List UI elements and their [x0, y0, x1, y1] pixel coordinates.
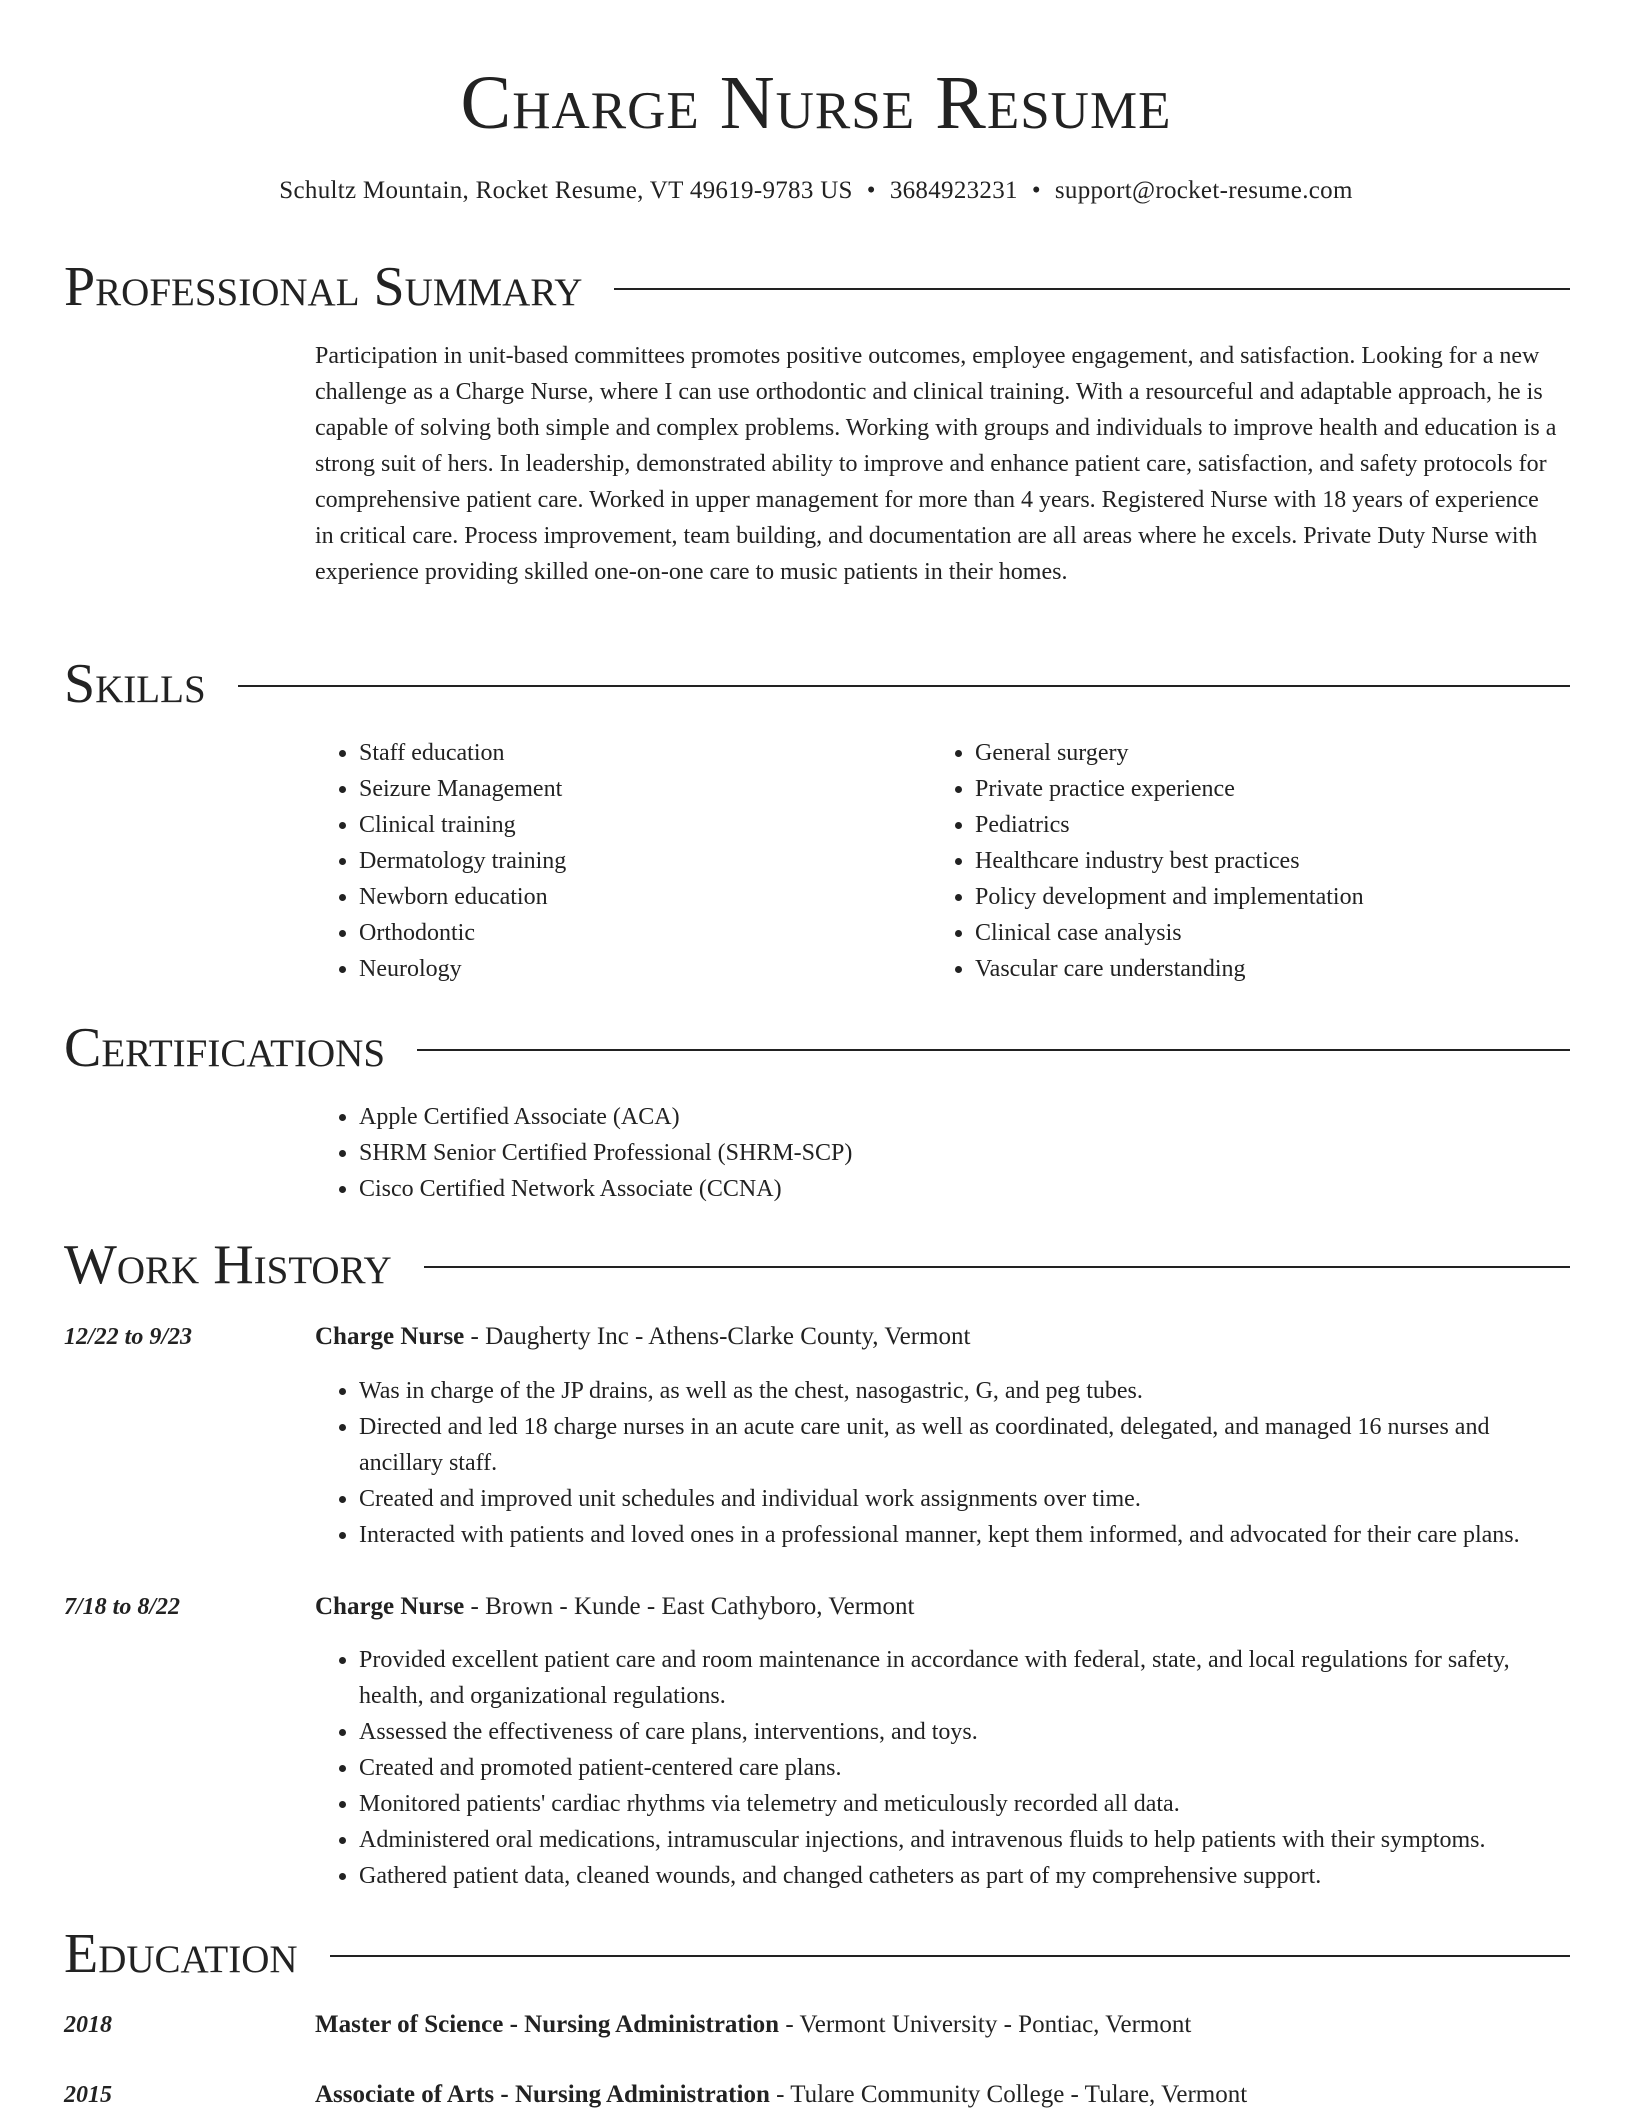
skill-item: • Healthcare industry best practices — [975, 843, 1531, 879]
contact-email: support@rocket-resume.com — [1054, 177, 1353, 204]
skill-item: • Dermatology training — [359, 843, 915, 879]
job-bullet: • Monitored patients' cardiac rhythms via telemetry and meticulously recorded all data. — [359, 1786, 1575, 1822]
section-header-skills — [64, 651, 1570, 717]
certification-item: • SHRM Senior Certified Professional (SHRM-SCP) — [359, 1135, 1560, 1171]
section-divider — [614, 288, 1570, 290]
job-heading — [315, 1319, 970, 1355]
education-year: 2015 — [64, 2082, 112, 2108]
skill-item: • Newborn education — [359, 879, 915, 915]
job-heading — [315, 1589, 914, 1625]
education-entry — [315, 2077, 1247, 2113]
skill-item: • Private practice experience — [975, 771, 1531, 807]
skill-item: • Staff education — [359, 735, 915, 771]
job-title: Charge Nurse — [315, 1323, 465, 1350]
skills-list-left — [315, 735, 915, 987]
section-header-summary — [64, 254, 1570, 320]
certification-item: • Apple Certified Associate (ACA) — [359, 1099, 1560, 1135]
section-title-skills: Skills — [64, 653, 206, 715]
section-divider — [330, 1955, 1570, 1957]
education-year: 2018 — [64, 2012, 112, 2038]
section-divider — [417, 1049, 1570, 1051]
skill-item: • Clinical case analysis — [975, 915, 1531, 951]
contact-separator: • — [866, 177, 876, 204]
section-title-summary: Professional Summary — [64, 256, 583, 318]
job-bullets — [315, 1642, 1575, 1894]
job-bullet: • Created and improved unit schedules and individual work assignments over time. — [359, 1481, 1575, 1517]
job-bullet: • Was in charge of the JP drains, as well as the chest, nasogastric, G, and peg tubes. — [359, 1373, 1575, 1409]
certifications-block — [315, 1099, 1560, 1207]
contact-line — [0, 174, 1632, 208]
summary-text: Participation in unit-based committees promotes positive outcomes, employee engagement, and satisfaction. Looking for a new challenge as a Charge Nurse, where I can use orthodontic and clinical training. With a resourceful and adaptable approach, he is capable of solving both simple and complex problems. Working with groups and individuals to improve health and education is a strong suit of hers. In leadership, demonstrated ability to improve and enhance patient care, satisfaction, and safety protocols for comprehensive patient care. Worked in upper management for more than 4 years. Registered Nurse with 18 years of experience in critical care. Process improvement, team building, and documentation are all areas where he excels. Private Duty Nurse with experience providing skilled one-on-one care to music patients in their homes. — [315, 343, 1557, 585]
certification-item: • Cisco Certified Network Associate (CCNA) — [359, 1171, 1560, 1207]
skill-item: • Seizure Management — [359, 771, 915, 807]
job-bullet: • Interacted with patients and loved ones in a professional manner, kept them informed, and advocated for their care plans. — [359, 1517, 1575, 1553]
job-bullet: • Provided excellent patient care and room maintenance in accordance with federal, state, and local regulations for safety, health, and organizational regulations. — [359, 1642, 1575, 1714]
job-bullet: • Gathered patient data, cleaned wounds, and changed catheters as part of my comprehensive support. — [359, 1858, 1575, 1894]
skill-item: • General surgery — [975, 735, 1531, 771]
skill-item: • Orthodontic — [359, 915, 915, 951]
section-title-work-history: Work History — [64, 1234, 392, 1296]
education-school: - Vermont University - Pontiac, Vermont — [779, 2011, 1192, 2038]
job-bullets — [315, 1373, 1575, 1553]
skill-item: • Neurology — [359, 951, 915, 987]
contact-phone: 3684923231 — [889, 177, 1018, 204]
skills-column-left — [315, 735, 915, 987]
section-title-certifications: Certifications — [64, 1017, 386, 1079]
skill-item: • Clinical training — [359, 807, 915, 843]
job-bullet: • Created and promoted patient-centered care plans. — [359, 1750, 1575, 1786]
job-bullets-block — [315, 1373, 1575, 1553]
section-divider — [424, 1266, 1570, 1268]
section-header-certifications — [64, 1015, 1570, 1081]
resume-title: Charge Nurse Resume — [460, 61, 1172, 145]
education-degree: Associate of Arts - Nursing Administration — [315, 2081, 770, 2108]
job-bullets-block — [315, 1642, 1575, 1894]
contact-separator: • — [1031, 177, 1041, 204]
job-dates: 12/22 to 9/23 — [64, 1324, 193, 1350]
skills-column-right — [931, 735, 1531, 987]
section-header-work-history — [64, 1232, 1570, 1298]
education-degree: Master of Science - Nursing Administration — [315, 2011, 780, 2038]
job-bullet: • Assessed the effectiveness of care plans, interventions, and toys. — [359, 1714, 1575, 1750]
section-header-education — [64, 1921, 1570, 1987]
job-bullet: • Directed and led 18 charge nurses in an acute care unit, as well as coordinated, delegated, and managed 16 nurses and ancillary staff. — [359, 1409, 1575, 1481]
job-employer: - Daugherty Inc - Athens-Clarke County, Vermont — [464, 1323, 971, 1350]
skills-list-right — [931, 735, 1531, 987]
education-entry — [315, 2007, 1191, 2043]
job-employer: - Brown - Kunde - East Cathyboro, Vermont — [464, 1593, 915, 1620]
skill-item: • Pediatrics — [975, 807, 1531, 843]
contact-address: Schultz Mountain, Rocket Resume, VT 49619-9783 US — [279, 177, 853, 204]
education-school: - Tulare Community College - Tulare, Vermont — [769, 2081, 1248, 2108]
job-bullet: • Administered oral medications, intramuscular injections, and intravenous fluids to help patients with their symptoms. — [359, 1822, 1575, 1858]
job-dates: 7/18 to 8/22 — [64, 1594, 181, 1620]
section-title-education: Education — [64, 1923, 298, 1985]
job-title: Charge Nurse — [315, 1593, 465, 1620]
skill-item: • Vascular care understanding — [975, 951, 1531, 987]
section-divider — [238, 685, 1570, 687]
skill-item: • Policy development and implementation — [975, 879, 1531, 915]
certifications-list — [315, 1099, 1560, 1207]
